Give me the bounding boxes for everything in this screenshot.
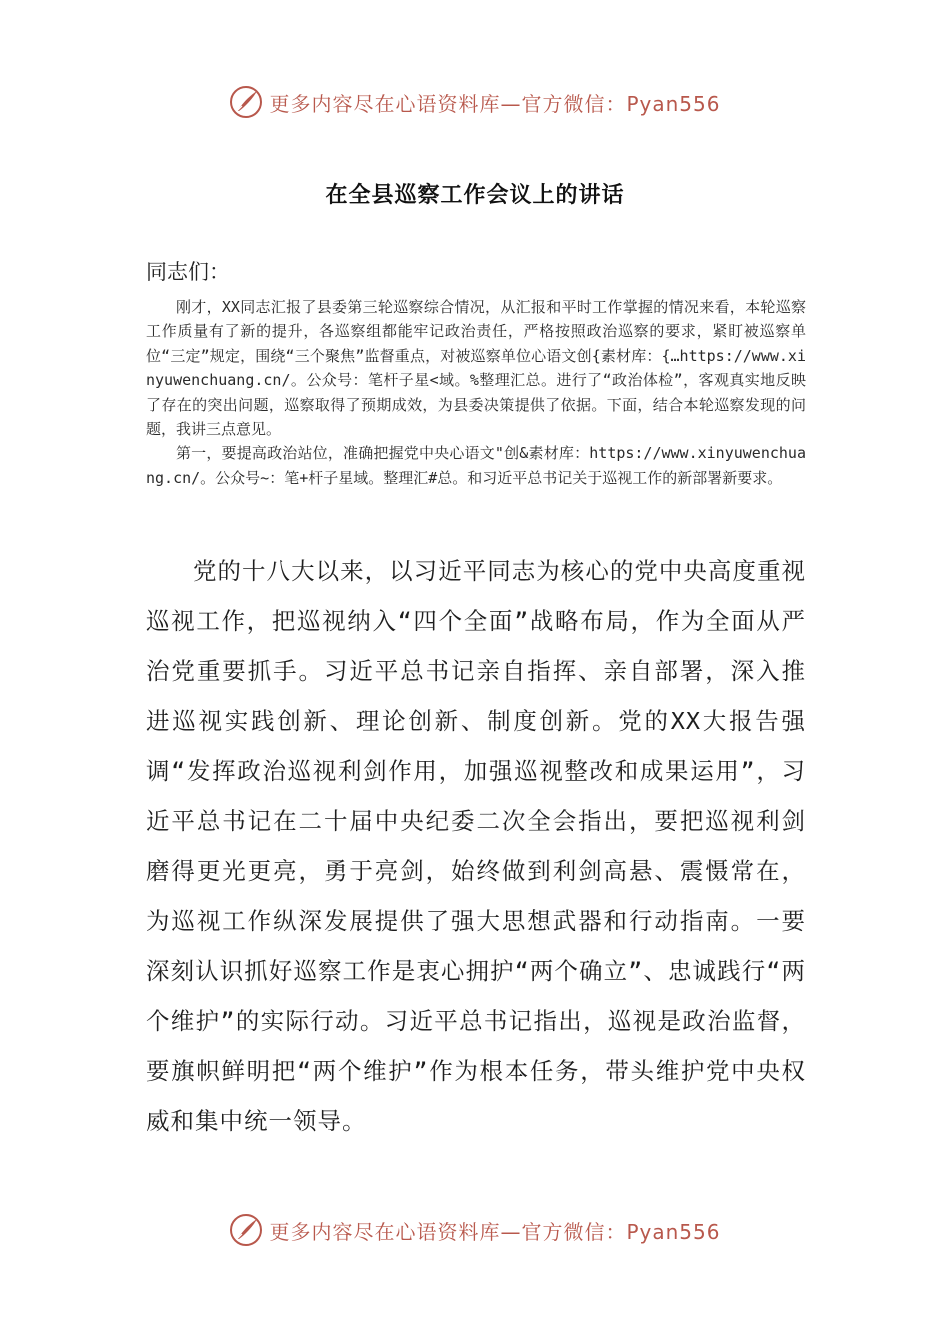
small-text-block <box>146 295 806 490</box>
header-banner-text: 更多内容尽在心语资料库—官方微信：Pyan556 <box>269 91 721 116</box>
quill-pen-logo-icon <box>229 1213 263 1247</box>
footer-banner <box>0 1212 950 1248</box>
document-title: 在全县巡察工作会议上的讲话 <box>325 183 625 208</box>
paragraph: 第一，要提高政治站位，准确把握党中央心语文"创&素材库：https://www.xinyuwenchuang.cn/。公众号~：笔+杆子星域。整理汇#总。和习近平总书记关于巡视工作的新部署新要求。 <box>146 444 806 487</box>
main-text-block <box>146 546 806 1146</box>
footer-banner-text: 更多内容尽在心语资料库—官方微信：Pyan556 <box>269 1219 721 1244</box>
quill-pen-logo-icon <box>229 85 263 119</box>
paragraph: 刚才，XX同志汇报了县委第三轮巡察综合情况，从汇报和平时工作掌握的情况来看，本轮巡察工作质量有了新的提升，各巡察组都能牢记政治责任，严格按照政治巡察的要求，紧盯被巡察单位“三定”规定，围绕“三个聚焦”监督重点，对被巡察单位心语文创{素材库：{…https://www.xinyuwenchuang.cn/。公众号：笔杆子星<域。%整理汇总。进行了“政治体检”，客观真实地反映了存在的突出问题，巡察取得了预期成效，为县委决策提供了依据。下面，结合本轮巡察发现的问题，我讲三点意见。 <box>146 298 806 439</box>
paragraph: 党的十八大以来，以习近平同志为核心的党中央高度重视巡视工作，把巡视纳入“四个全面”战略布局，作为全面从严治党重要抓手。习近平总书记亲自指挥、亲自部署，深入推进巡视实践创新、理论创新、制度创新。党的XX大报告强调“发挥政治巡视利剑作用，加强巡视整改和成果运用”，习近平总书记在二十届中央纪委二次全会指出，要把巡视利剑磨得更光更亮，勇于亮剑，始终做到利剑高悬、震慑常在，为巡视工作纵深发展提供了强大思想武器和行动指南。一要深刻认识抓好巡察工作是衷心拥护“两个确立”、忠诚践行“两个维护”的实际行动。习近平总书记指出，巡视是政治监督，要旗帜鲜明把“两个维护”作为根本任务，带头维护党中央权威和集中统一领导。 <box>146 557 806 1135</box>
salutation: 同志们： <box>146 260 230 284</box>
header-banner <box>0 84 950 120</box>
